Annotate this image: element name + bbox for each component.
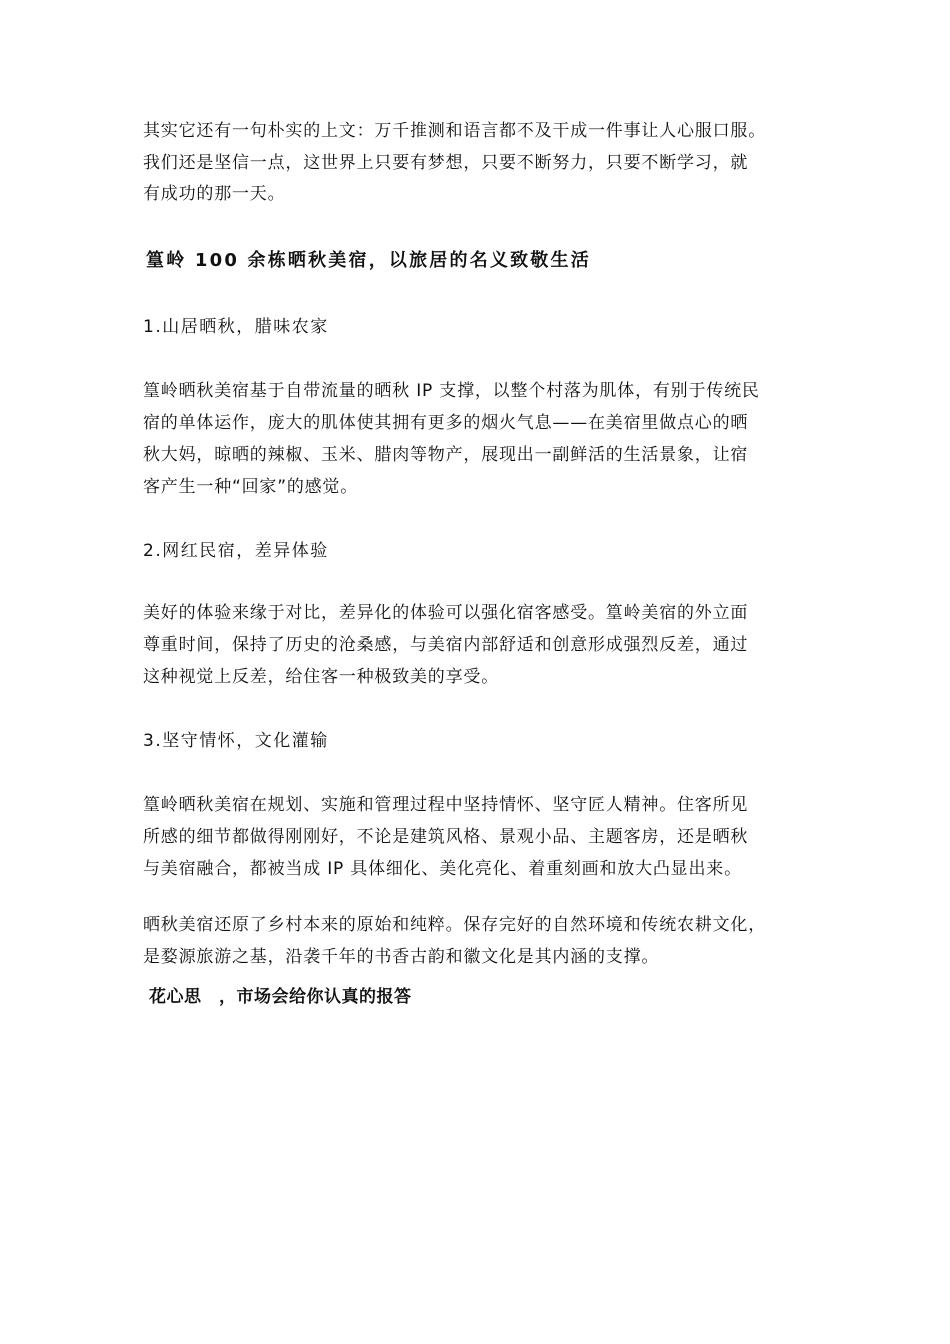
- intro-line-1: 其实它还有一句朴实的上文：万千推测和语言都不及干成一件事让人心服口服。: [143, 121, 766, 141]
- section-3-line-3: 与美宿融合，都被当成 IP 具体细化、美化亮化、着重刻画和放大凸显出来。: [143, 859, 742, 879]
- final-heading: 花心思 ，市场会给你认真的报答: [149, 987, 412, 1007]
- section-1-line-4: 客产生一种“回家”的感觉。: [143, 477, 359, 497]
- section-3-line-1: 篁岭晒秋美宿在规划、实施和管理过程中坚持情怀、坚守匠人精神。住客所见: [143, 795, 749, 815]
- intro-line-2: 我们还是坚信一点，这世界上只要有梦想，只要不断努力，只要不断学习，就: [143, 153, 749, 173]
- section-2-line-3: 这种视觉上反差，给住客一种极致美的享受。: [143, 667, 499, 687]
- closing-line-2: 是婺源旅游之基，沿袭千年的书香古韵和徽文化是其内涵的支撑。: [143, 947, 660, 967]
- section-title: 篁岭 100 余栋晒秋美宿，以旅居的名义致敬生活: [146, 250, 591, 271]
- section-1-line-3: 秋大妈，晾晒的辣椒、玉米、腊肉等物产，展现出一副鲜活的生活景象，让宿: [143, 445, 749, 465]
- section-2-line-1: 美好的体验来缘于对比，差异化的体验可以强化宿客感受。篁岭美宿的外立面: [143, 603, 749, 623]
- section-2-line-2: 尊重时间，保持了历史的沧桑感，与美宿内部舒适和创意形成强烈反差，通过: [143, 635, 749, 655]
- subsection-title-2: 2.网红民宿，差异体验: [143, 541, 329, 561]
- intro-line-3: 有成功的那一天。: [143, 184, 286, 204]
- subsection-title-3: 3.坚守情怀，文化灌输: [143, 731, 329, 751]
- section-3-line-2: 所感的细节都做得刚刚好，不论是建筑风格、景观小品、主题客房，还是晒秋: [143, 827, 749, 847]
- section-1-line-1: 篁岭晒秋美宿基于自带流量的晒秋 IP 支撑，以整个村落为肌体，有别于传统民: [143, 381, 760, 401]
- closing-line-1: 晒秋美宿还原了乡村本来的原始和纯粹。保存完好的自然环境和传统农耕文化，: [143, 915, 766, 935]
- section-1-line-2: 宿的单体运作，庞大的肌体使其拥有更多的烟火气息——在美宿里做点心的晒: [143, 413, 749, 433]
- subsection-title-1: 1.山居晒秋，腊味农家: [143, 317, 329, 337]
